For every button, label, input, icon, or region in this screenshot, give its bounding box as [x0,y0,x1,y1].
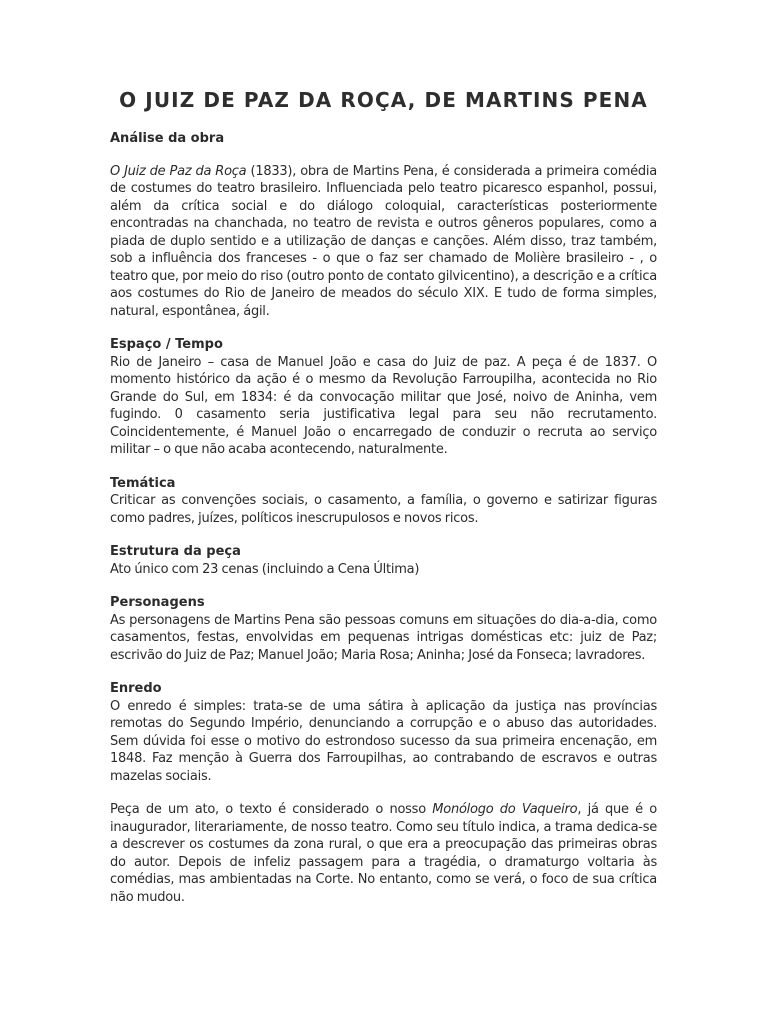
analise-paragraph [110,163,657,321]
enredo-heading: Enredo [110,681,162,696]
analise-section [110,163,657,321]
analise-italic-title: O Juiz de Paz da Roça [110,163,247,179]
spacer [110,148,657,163]
closing-paragraph [110,801,657,906]
personagens-section [110,594,657,664]
personagens-paragraph: As personagens de Martins Pena são pessoas comuns em situações do dia-a-dia, como casamentos, festas, envolvidas em pequenas intrigas domésticas etc: juiz de Paz; escrivão do Juiz de Paz; Manuel João; Maria Rosa; Aninha; José da Fonseca; lavradores. [110,612,657,663]
analise-text: (1833), obra de Martins Pena, é considerada a primeira comédia de costumes do teatro brasileiro. Influenciada pelo teatro picaresco espanhol, possui, além da crítica social e do diálogo coloquial, características posteriormente encontradas na chanchada, no teatro de revista e outros gêneros populares, como a piada de duplo sentido e a utilização de danças e canções. Além disso, traz também, sob a influência dos franceses - o que o faz ser chamado de Molière brasileiro - , o teatro que, por meio do riso (outro ponto de contato gilvicentino), a descrição e a crítica aos costumes do Rio de Janeiro de meados do século XIX. E tudo de forma simples, natural, espontânea, ágil. [110,163,658,319]
document-title: O JUIZ DE PAZ DA ROÇA, DE MARTINS PENA [119,88,648,112]
estrutura-heading: Estrutura da peça [110,544,241,559]
espaco-paragraph: Rio de Janeiro – casa de Manuel João e casa do Juiz de paz. A peça é de 1837. O momento histórico da ação é o mesmo da Revolução Farroupilha, acontecida no Rio Grande do Sul, em 1834: é da convocação militar que José, noivo de Aninha, vem fugindo. 0 casamento seria justificativa legal para seu não recrutamento. Coincidentemente, é Manuel João o encarregado de conduzir o recruta ao serviço militar – o que não acaba acontecendo, naturalmente. [110,354,657,457]
tematica-paragraph: Criticar as convenções sociais, o casamento, a família, o governo e satirizar figuras como padres, juízes, políticos inescrupulosos e novos ricos. [110,493,657,526]
enredo-section [110,680,657,785]
analise-heading: Análise da obra [110,131,225,146]
estrutura-section [110,543,657,578]
espaco-section [110,336,657,459]
document-page [110,88,657,922]
tematica-section [110,475,657,528]
closing-italic-title: Monólogo do Vaqueiro [432,802,578,817]
enredo-paragraph: O enredo é simples: trata-se de uma sátira à aplicação da justiça nas províncias remotas do Segundo Império, denunciando a corrupção e o abuso das autoridades. Sem dúvida foi esse o motivo do estrondoso sucesso da sua primeira encenação, em 1848. Faz menção à Guerra dos Farroupilhas, ao contrabando de escravos e outras mazelas sociais. [110,698,657,784]
espaco-heading: Espaço / Tempo [110,337,223,352]
closing-section [110,801,657,906]
tematica-heading: Temática [110,475,176,491]
closing-text-before: Peça de um ato, o texto é considerado o nosso [110,802,433,817]
personagens-heading: Personagens [110,595,205,610]
estrutura-paragraph: Ato único com 23 cenas (incluindo a Cena Última) [110,561,420,577]
closing-text-after: , já que é o inaugurador, literariamente, de nosso teatro. Como seu título indica, a trama dedica-se a descrever os costumes da zona rural, o que era a preocupação das primeiras obras do autor. Depois de infeliz passagem para a tragédia, o dramaturgo voltaria às comédias, mas ambientadas na Corte. No entanto, como se verá, o foco de sua crítica não mudou. [110,802,657,905]
